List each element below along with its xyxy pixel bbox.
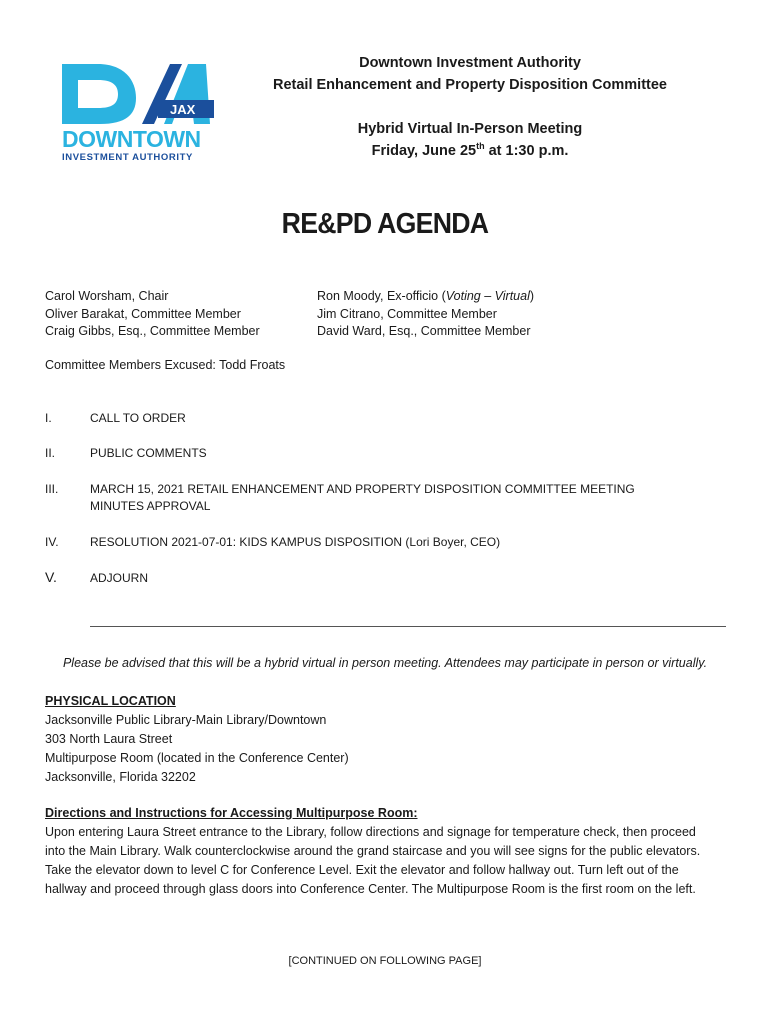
- directions-line: Take the elevator down to level C for Conference Level. Exit the elevator and follow hallway out. Turn left out of the: [45, 863, 679, 877]
- agenda-item-number: IV.: [45, 535, 59, 549]
- directions: [45, 804, 735, 899]
- physical-location: [45, 692, 349, 787]
- excused-members: Committee Members Excused: Todd Froats: [45, 358, 286, 372]
- hybrid-notice: Please be advised that this will be a hybrid virtual in person meeting. Attendees may participate in person or virtually.: [62, 656, 708, 670]
- agenda-item-number: III.: [45, 482, 59, 496]
- directions-heading: Directions and Instructions for Accessing Multipurpose Room:: [45, 806, 418, 820]
- member-chair: Carol Worsham, Chair: [45, 289, 169, 303]
- members-left: [45, 288, 260, 341]
- location-heading: PHYSICAL LOCATION: [45, 694, 176, 708]
- member-moody: Ron Moody, Ex-officio (Voting – Virtual): [317, 289, 535, 303]
- agenda-item-text: MARCH 15, 2021 RETAIL ENHANCEMENT AND PROPERTY DISPOSITION COMMITTEE MEETING MINUTES APPROVAL: [90, 482, 635, 513]
- directions-line: into the Main Library. Walk counterclockwise around the grand staircase and you will see signs for the public elevators.: [45, 844, 701, 858]
- header-org-block: [240, 52, 700, 96]
- agenda-item-text: RESOLUTION 2021-07-01: KIDS KAMPUS DISPOSITION (Lori Boyer, CEO): [90, 535, 501, 549]
- agenda-item-text: PUBLIC COMMENTS: [90, 446, 207, 460]
- agenda-item-number: I.: [45, 411, 52, 425]
- dia-logo: [58, 58, 218, 166]
- agenda-item-number: II.: [45, 446, 56, 460]
- header-meeting-type: Hybrid Virtual In-Person Meeting: [357, 121, 583, 137]
- location-line: 303 North Laura Street: [45, 732, 173, 746]
- logo-subtitle-text: INVESTMENT AUTHORITY: [62, 152, 193, 163]
- members-right: [317, 288, 534, 341]
- member-gibbs: Craig Gibbs, Esq., Committee Member: [45, 324, 260, 338]
- location-line: Jacksonville, Florida 32202: [45, 770, 196, 784]
- member-citrano: Jim Citrano, Committee Member: [317, 306, 497, 321]
- agenda-item-number: V.: [45, 569, 57, 585]
- continued-footer: [CONTINUED ON FOLLOWING PAGE]: [288, 955, 482, 967]
- directions-line: Upon entering Laura Street entrance to the Library, follow directions and signage for temperature check, then proceed: [45, 825, 696, 839]
- logo-downtown-text: DOWNTOWN: [62, 126, 201, 152]
- agenda-title: RE&PD AGENDA: [281, 208, 489, 240]
- location-line: Multipurpose Room (located in the Conference Center): [45, 751, 349, 765]
- divider-line: [90, 626, 726, 627]
- logo-jax-tag: JAX: [170, 102, 196, 117]
- directions-line: hallway and proceed through glass doors into Conference Center. The Multipurpose Room is the first room on the left.: [45, 882, 696, 896]
- agenda-item-text: CALL TO ORDER: [90, 411, 186, 425]
- member-ward: David Ward, Esq., Committee Member: [317, 324, 531, 338]
- member-barakat: Oliver Barakat, Committee Member: [45, 306, 241, 321]
- header-committee: Retail Enhancement and Property Disposition Committee: [273, 77, 667, 93]
- location-line: Jacksonville Public Library-Main Library/Downtown: [45, 713, 327, 727]
- header-org: Downtown Investment Authority: [359, 55, 581, 71]
- header-date: Friday, June 25th at 1:30 p.m.: [371, 141, 569, 159]
- header-meeting-block: [240, 118, 700, 162]
- agenda-item-text: ADJOURN: [90, 571, 149, 585]
